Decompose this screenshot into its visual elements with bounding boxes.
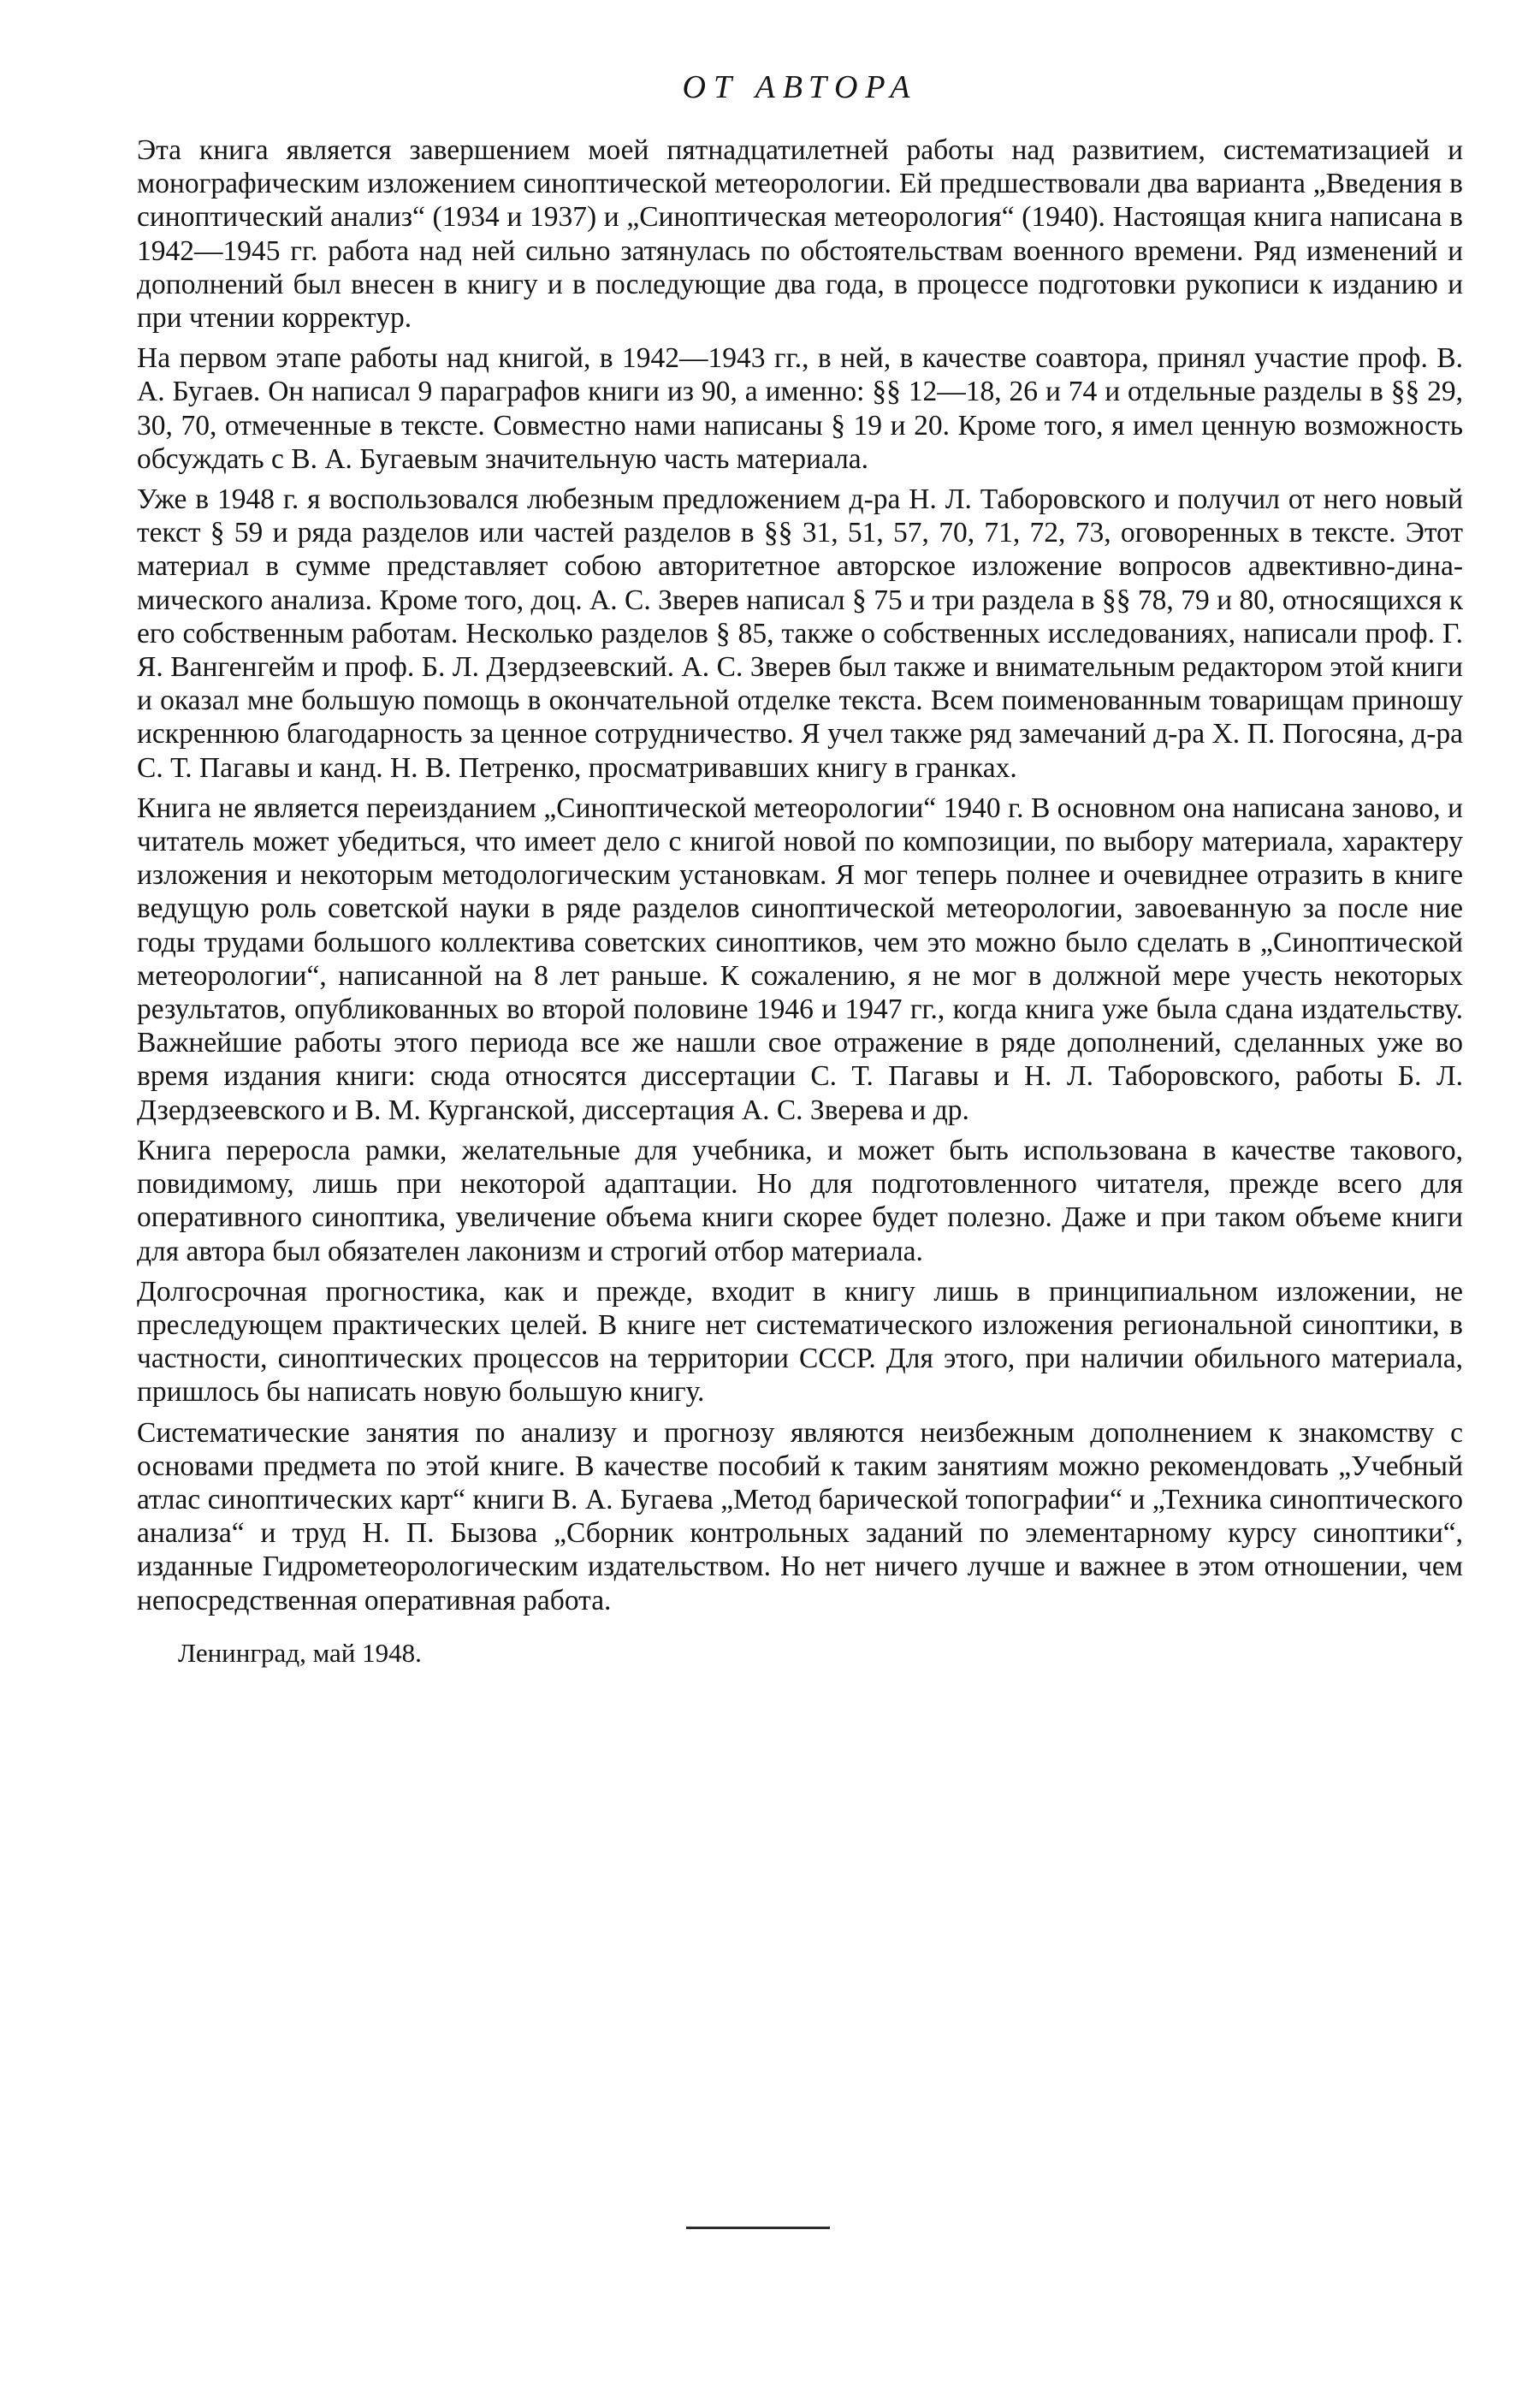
paragraph-1: Эта книга является завершением моей пятнадцатилетней работы над развитием, систематизацией и монографическим изложением синоптической метеорологии. Ей предшествовали два варианта „Введения в синоптический анализ“ (1934 и 1937) и „Синоптическая метеорология“ (1940). Настоящая книга написана в 1942—1945 гг. работа над ней сильно затянулась по обстоятельствам военного времени. Ряд изменений и дополнений был внесен в книгу и в последующие два года, в процессе подготовки рукописи к изданию и при чтении корректур. xyxy=(137,134,1463,335)
page xyxy=(137,67,1463,1670)
paragraph-7: Систематические занятия по анализу и прогнозу являются неизбежным дополнением к знакомству с основами предмета по этой книге. В качестве пособий к таким занятиям можно рекомендовать „Учебный атлас синоптических карт“ книги В. А. Бугаева „Метод барической топографии“ и „Техника синоптического анализа“ и труд Н. П. Бызова „Сборник контрольных заданий по элементарному курсу синоптики“, изданные Гидрометеорологическим издательством. Но нет ничего лучше и важнее в этом отношении, чем непосредственная оперативная работа. xyxy=(137,1416,1463,1616)
signature-place-date: Ленинград, май 1948. xyxy=(178,1637,422,1668)
paragraph-6: Долгосрочная прогностика, как и прежде, входит в книгу лишь в принципиальном изложении, не преследующем практических целей. В книге нет систематического изложения региональной синоптики, в частности, синоптических процессов на территории СССР. Для этого, при наличии обильного материала, пришлось бы написать новую большую книгу. xyxy=(137,1275,1463,1409)
closing-rule xyxy=(686,2227,830,2229)
page-heading: ОТ АВТОРА xyxy=(682,69,918,105)
paragraph-5: Книга переросла рамки, желательные для учебника, и может быть использована в качестве такового, повидимому, лишь при некоторой адаптации. Но для подготовленного читателя, прежде всего для оперативного синоптика, увеличение объема книги скорее будет полезно. Даже и при таком объеме книги для автора был обязателен лаконизм и строгий отбор материала. xyxy=(137,1134,1463,1267)
paragraph-2: На первом этапе работы над книгой, в 1942—1943 гг., в ней, в качестве соавтора, принял участие проф. В. А. Бугаев. Он написал 9 параграфов книги из 90, а именно: §§ 12—18, 26 и 74 и отдельные разделы в §§ 29, 30, 70, отмеченные в тексте. Совместно нами написаны § 19 и 20. Кроме того, я имел ценную возможность обсуждать с В. А. Бугаевым значительную часть материала. xyxy=(137,342,1463,475)
paragraph-4: Книга не является переизданием „Синоптической метеорологии“ 1940 г. В основном она написана заново, и читатель может убедиться, что имеет дело с книгой новой по композиции, по выбору материала, характеру изложения и некоторым методологическим установкам. Я мог теперь полнее и очевиднее отразить в книге ведущую роль советской науки в ряде разделов синоптической метеорологии, завоеванную за после ние годы трудами большого коллектива советских синоптиков, чем это можно было сделать в „Синоптической метеорологии“, написанной на 8 лет раньше. К сожалению, я не мог в должной мере учесть некоторых результатов, опубликованных во второй половине 1946 и 1947 гг., когда книга уже была сдана издательству. Важнейшие работы этого периода все же нашли свое отражение в ряде дополнений, сделанных уже во время издания книги: сюда относятся диссертации С. Т. Пагавы и Н. Л. Таборовского, работы Б. Л. Дзердзеевского и В. М. Курганской, диссертация А. С. Зверева и др. xyxy=(137,792,1463,1126)
paragraph-3: Уже в 1948 г. я воспользовался любезным предложением д-ра Н. Л. Таборовского и получил от него новый текст § 59 и ряда разделов или частей разделов в §§ 31, 51, 57, 70, 71, 72, 73, оговоренных в тексте. Этот материал в сумме представляет собою авторитетное авторское изложение вопросов адвективно-динамического анализа. Кроме того, доц. А. С. Зверев написал § 75 и три раздела в §§ 78, 79 и 80, относящихся к его собственным работам. Несколько разделов § 85, также о собственных исследованиях, написали проф. Г. Я. Вангенгейм и проф. Б. Л. Дзердзеевский. А. С. Зверев был также и внимательным редактором этой книги и оказал мне большую помощь в окончательной отделке текста. Всем поименованным товарищам приношу искреннюю благодарность за ценное сотрудничество. Я учел также ряд замечаний д-ра Х. П. Погосяна, д-ра С. Т. Пагавы и канд. Н. В. Петренко, просматривавших книгу в гранках. xyxy=(137,483,1463,784)
